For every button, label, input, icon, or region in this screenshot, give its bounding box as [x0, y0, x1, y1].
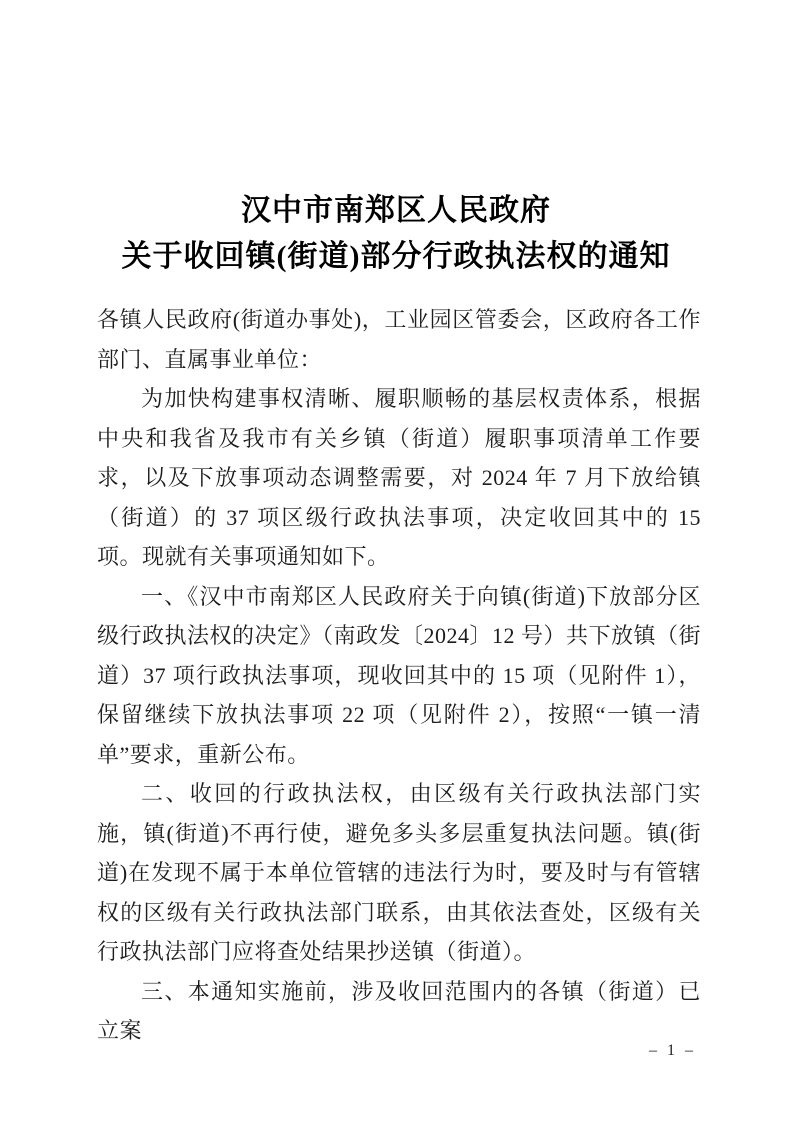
document-body — [97, 300, 701, 1051]
page-number: – 1 – — [649, 1042, 696, 1059]
document-title-line-2: 关于收回镇(街道)部分行政执法权的通知 — [121, 240, 671, 273]
item-3-paragraph: 三、本通知实施前，涉及收回范围内的各镇（街道）已立案 — [97, 978, 701, 1043]
salutation-paragraph: 各镇人民政府(街道办事处)，工业园区管委会，区政府各工作部门、直属事业单位： — [97, 307, 701, 372]
intro-paragraph: 为加快构建事权清晰、履职顺畅的基层权责体系，根据中央和我省及我市有关乡镇（街道）履职事项清单工作要求，以及下放事项动态调整需要，对 2024 年 7 月下放给镇（街道）的 37 项区级行政执法事项，决定收回其中的 15 项。现就有关事项通知如下。 — [97, 386, 701, 569]
document-title-line-1: 汉中市南郑区人民政府 — [241, 194, 551, 227]
item-2-paragraph: 二、收回的行政执法权，由区级有关行政执法部门实施，镇(街道)不再行使，避免多头多层重复执法问题。镇(街道)在发现不属于本单位管辖的违法行为时，要及时与有管辖权的区级有关行政执法部门联系，由其依法查处，区级有关行政执法部门应将查处结果抄送镇（街道）。 — [97, 781, 701, 964]
document-title — [0, 188, 792, 280]
item-1-paragraph: 一、《汉中市南郑区人民政府关于向镇(街道)下放部分区级行政执法权的决定》（南政发〔2024〕12 号）共下放镇（街道）37 项行政执法事项，现收回其中的 15 项（见附件 1），保留继续下放执法事项 22 项（见附件 2），按照“一镇一清单”要求，重新公布。 — [97, 583, 702, 767]
